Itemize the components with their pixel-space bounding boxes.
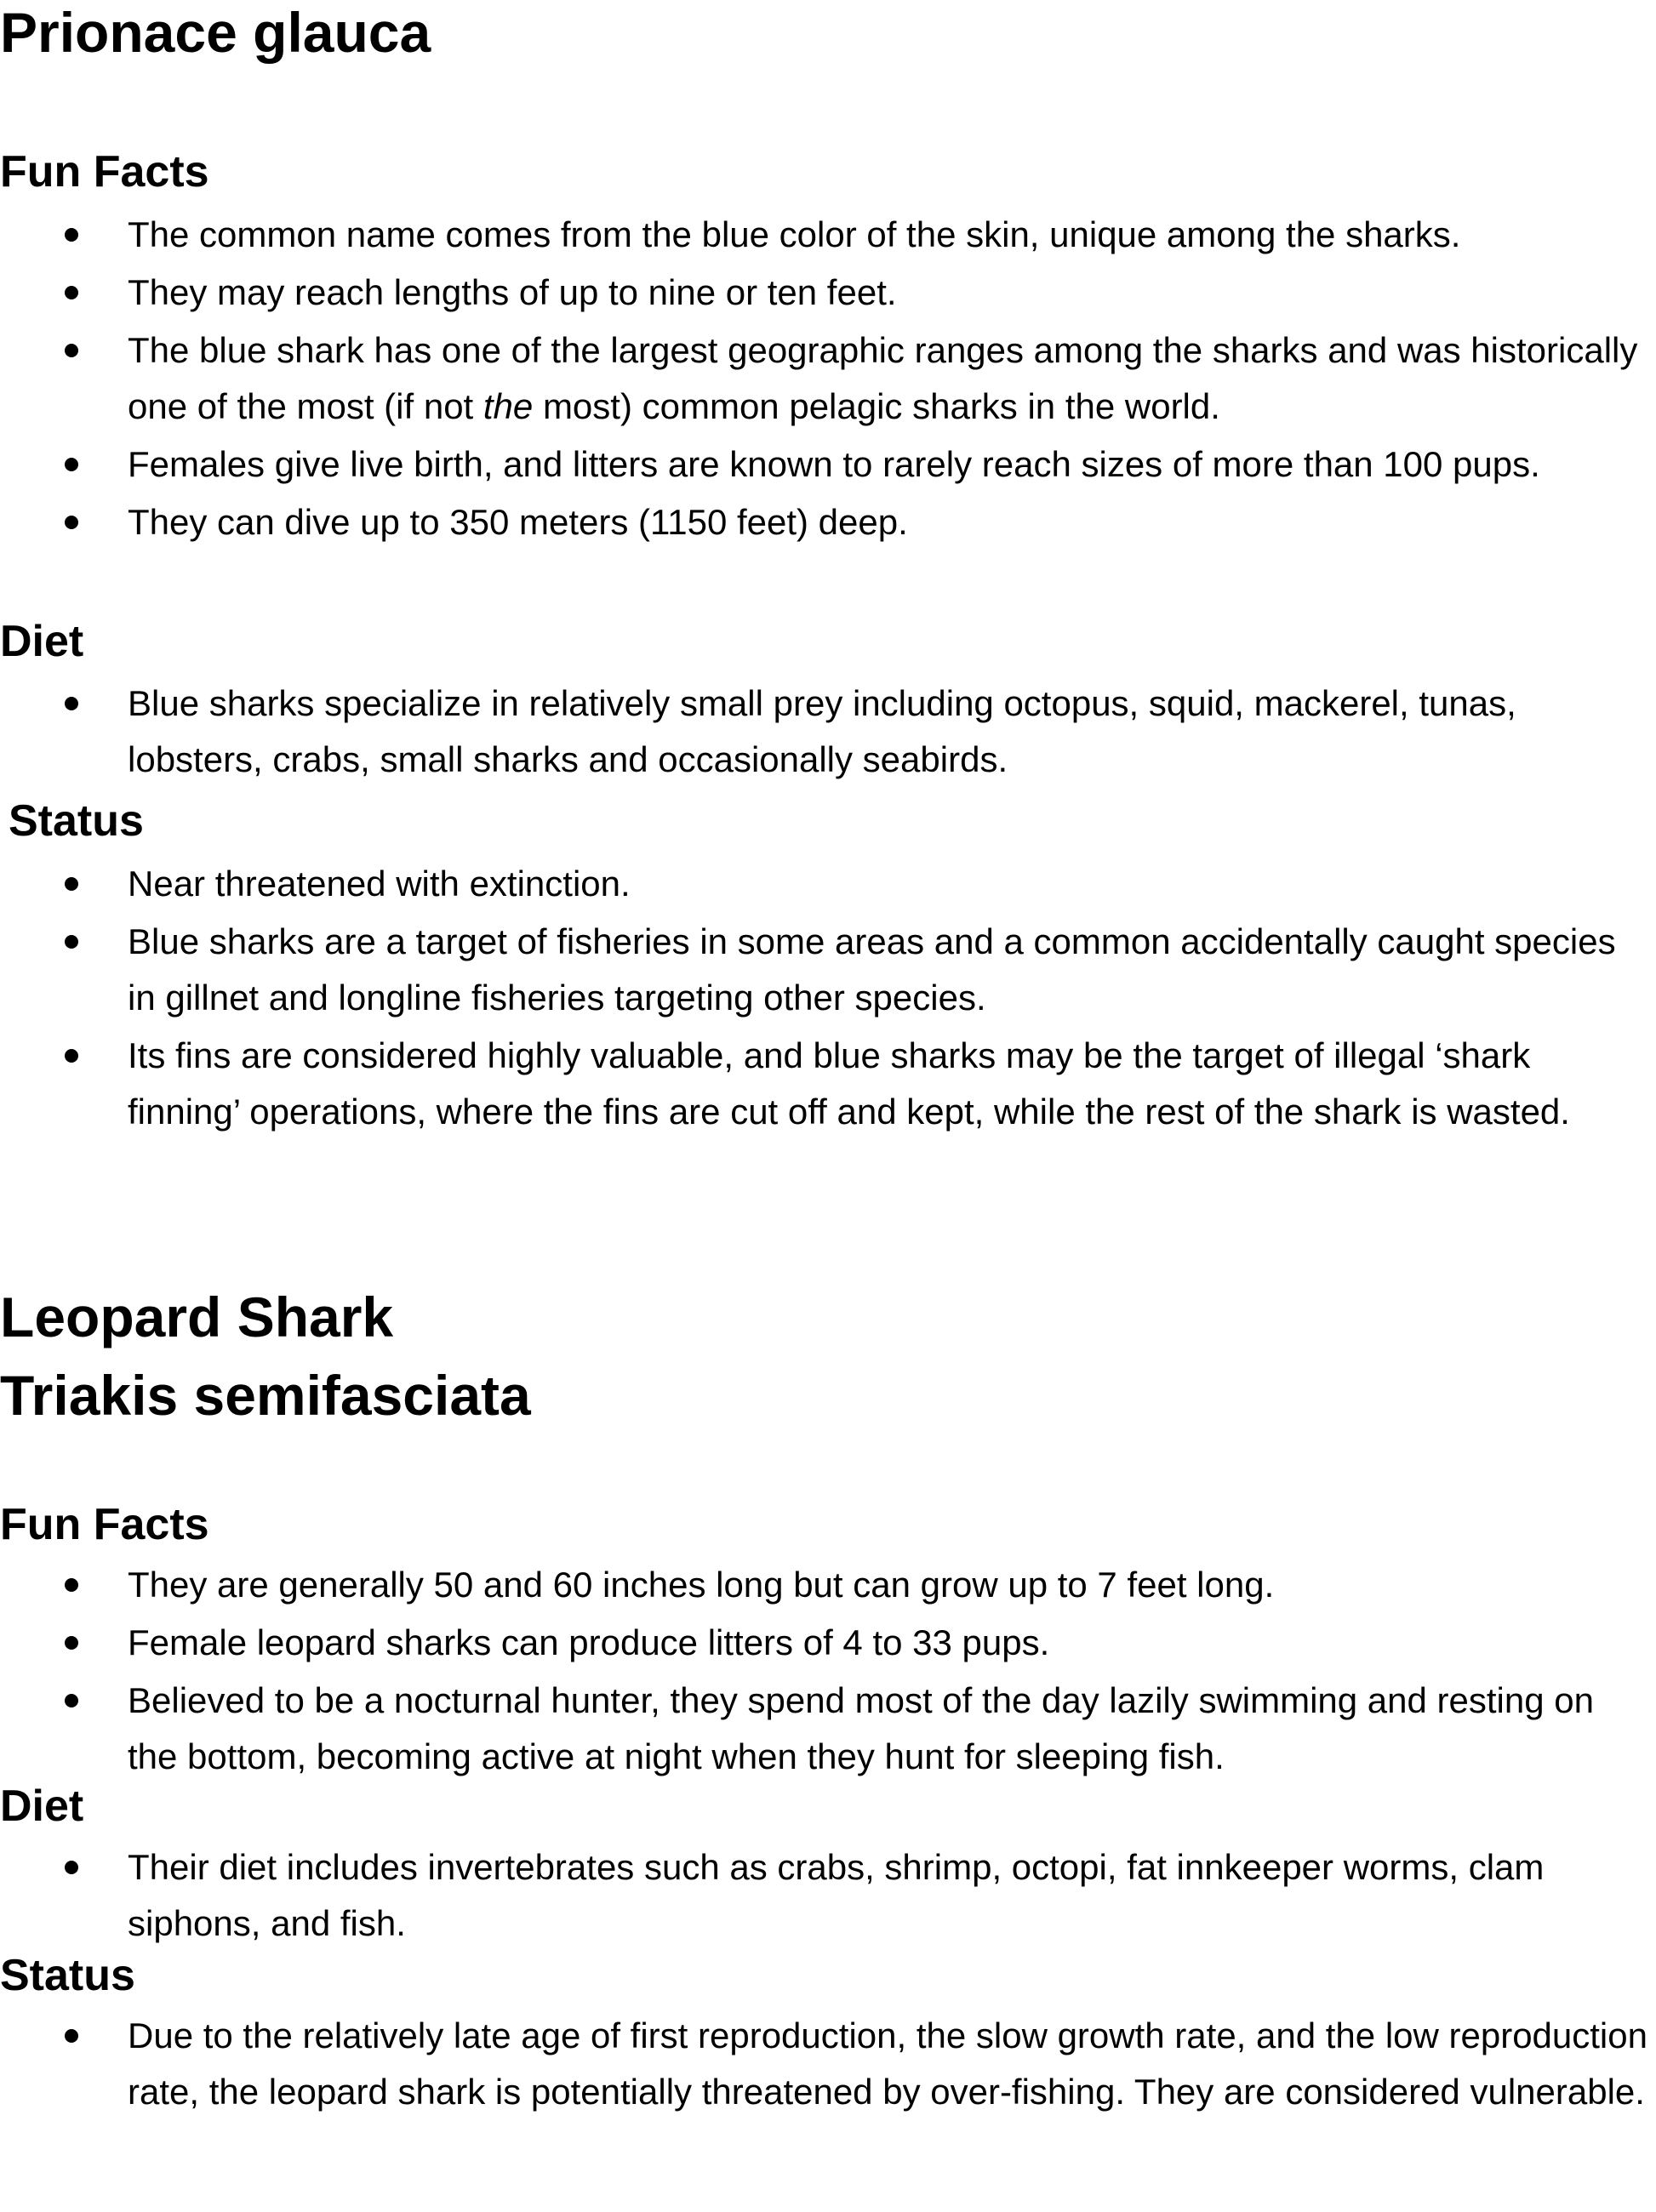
bullet-icon	[65, 935, 78, 949]
bullet-icon	[65, 1049, 78, 1063]
heading-status-blue-shark: Status	[9, 796, 144, 846]
list-item: The common name comes from the blue color of the skin, unique among the sharks.	[0, 207, 1651, 263]
list-item: They may reach lengths of up to nine or ten feet.	[0, 265, 1651, 321]
bullet-icon	[65, 1578, 78, 1592]
list-item: They are generally 50 and 60 inches long but can grow up to 7 feet long.	[0, 1557, 1651, 1613]
list-item: Their diet includes invertebrates such as crabs, shrimp, octopi, fat innkeeper worms, clam siphons, and fish.	[0, 1839, 1651, 1952]
fun-facts-list-leopard-shark	[0, 1557, 1656, 1787]
bullet-icon	[65, 697, 78, 710]
species-title-leopard-shark: Leopard Shark	[0, 1286, 394, 1348]
status-list-leopard-shark	[0, 2008, 1656, 2122]
bullet-icon	[65, 286, 78, 299]
bullet-icon	[65, 1636, 78, 1650]
bullet-icon	[65, 1861, 78, 1874]
bullet-icon	[65, 458, 78, 471]
list-item: The blue shark has one of the largest geographic ranges among the sharks and was historically one of the most (if not the most) common pelagic sharks in the world.	[0, 322, 1651, 435]
heading-status-leopard-shark: Status	[0, 1951, 135, 2000]
list-item: Female leopard sharks can produce litters of 4 to 33 pups.	[0, 1615, 1651, 1671]
list-item: Believed to be a nocturnal hunter, they spend most of the day lazily swimming and resting on the bottom, becoming active at night when they hunt for sleeping fish.	[0, 1673, 1651, 1785]
heading-fun-facts-leopard-shark: Fun Facts	[0, 1500, 209, 1549]
bullet-icon	[65, 2029, 78, 2043]
list-item: Near threatened with extinction.	[0, 856, 1651, 912]
bullet-icon	[65, 344, 78, 357]
fun-facts-list-blue-shark	[0, 207, 1656, 552]
heading-fun-facts-blue-shark: Fun Facts	[0, 147, 209, 197]
heading-diet-blue-shark: Diet	[0, 617, 84, 666]
list-item: Due to the relatively late age of first reproduction, the slow growth rate, and the low reproduction rate, the leopard shark is potentially threatened by over-fishing. They are considered vulnerable.	[0, 2008, 1651, 2120]
status-list-blue-shark	[0, 856, 1656, 1142]
list-item: Blue sharks specialize in relatively small prey including octopus, squid, mackerel, tunas, lobsters, crabs, small sharks and occasionally seabirds.	[0, 676, 1651, 788]
list-item: Females give live birth, and litters are known to rarely reach sizes of more than 100 pups.	[0, 436, 1651, 493]
list-item: They can dive up to 350 meters (1150 feet) deep.	[0, 494, 1651, 550]
diet-list-blue-shark	[0, 676, 1656, 790]
species-subtitle-leopard-shark: Triakis semifasciata	[0, 1364, 531, 1427]
list-item: Blue sharks are a target of fisheries in some areas and a common accidentally caught species in gillnet and longline fisheries targeting other species.	[0, 914, 1651, 1026]
bullet-icon	[65, 877, 78, 891]
diet-list-leopard-shark	[0, 1839, 1656, 1953]
species-title-blue-shark: Prionace glauca	[0, 1, 431, 64]
bullet-icon	[65, 228, 78, 242]
list-item: Its fins are considered highly valuable, and blue sharks may be the target of illegal ‘shark finning’ operations, where the fins are cut off and kept, while the rest of the shark is wasted.	[0, 1028, 1651, 1140]
heading-diet-leopard-shark: Diet	[0, 1782, 84, 1831]
bullet-icon	[65, 1694, 78, 1707]
bullet-icon	[65, 516, 78, 529]
